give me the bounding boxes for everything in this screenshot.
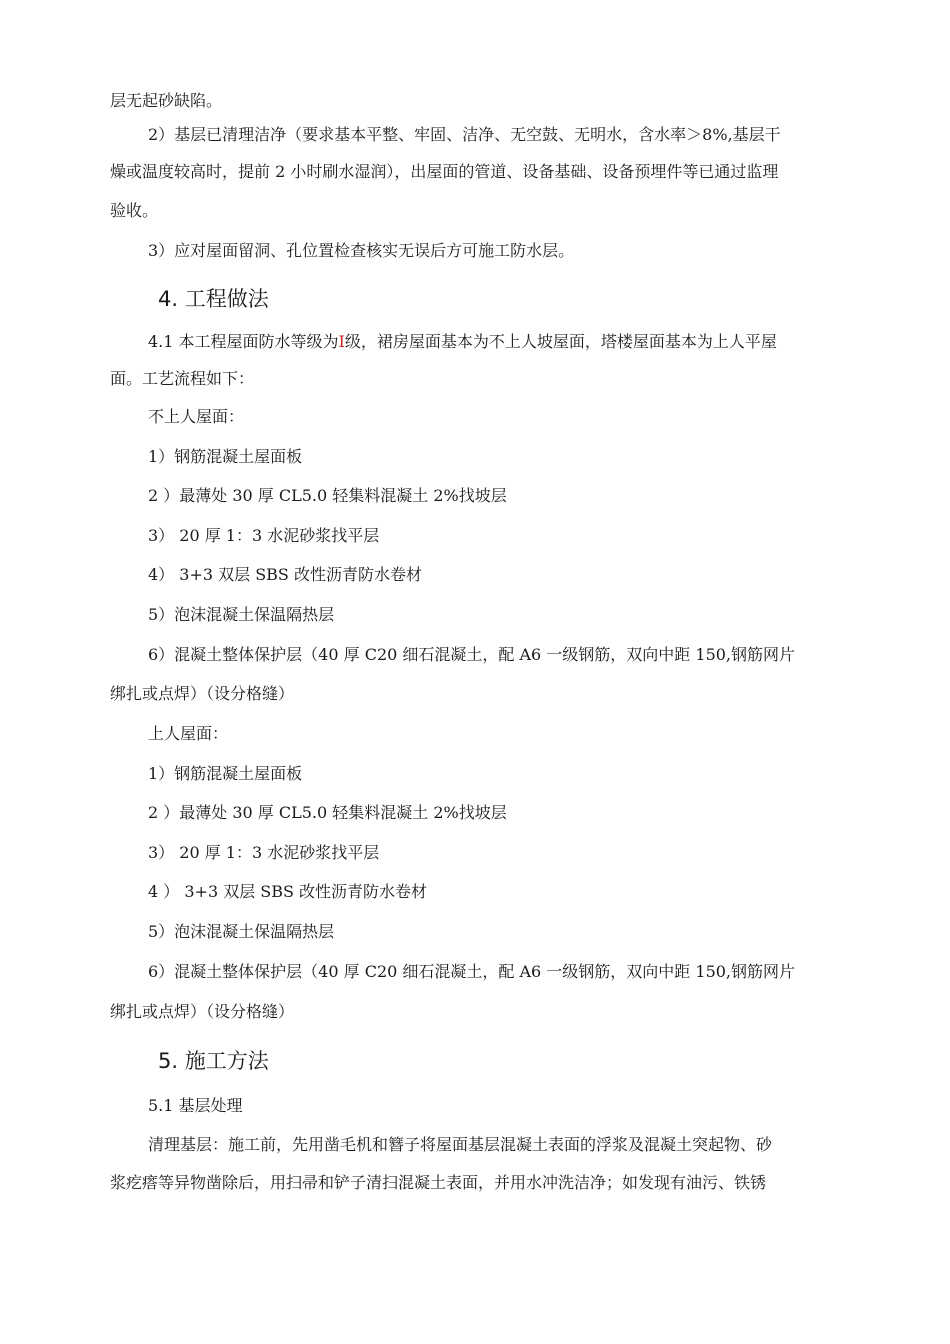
text-line: 2）基层已清理洁净（要求基本平整、牢固、洁净、无空鼓、无明水，含水率＞8%,基层干 (148, 125, 781, 144)
list-item: 2 ）最薄处 30 厚 CL5.0 轻集料混凝土 2%找坡层 (148, 803, 507, 822)
list-item: 2 ）最薄处 30 厚 CL5.0 轻集料混凝土 2%找坡层 (148, 486, 507, 505)
subsection-label: 不上人屋面： (148, 407, 245, 426)
text-line: 绑扎或点焊）（设分格缝） (110, 684, 295, 703)
text-segment: 级，裙房屋面基本为不上人坡屋面，塔楼屋面基本为上人平屋 (344, 332, 777, 351)
text-line: 燥或温度较高时，提前 2 小时刷水湿润），出屋面的管道、设备基础、设备预埋件等已通过监理 (110, 162, 779, 181)
list-item: 1）钢筋混凝土屋面板 (148, 447, 303, 466)
list-item: 6）混凝土整体保护层（40 厚 C20 细石混凝土，配 A6 一级钢筋，双向中距 150,钢筋网片 (148, 645, 796, 664)
list-item: 4 ） 3+3 双层 SBS 改性沥青防水卷材 (148, 882, 428, 901)
list-item: 1）钢筋混凝土屋面板 (148, 764, 303, 783)
text-line: 清理基层：施工前，先用凿毛机和簪子将屋面基层混凝土表面的浮浆及混凝土突起物、砂 (148, 1135, 773, 1154)
text-line: 3）应对屋面留洞、孔位置检查核实无误后方可施工防水层。 (148, 241, 575, 260)
list-item: 3） 20 厚 1：3 水泥砂浆找平层 (148, 843, 380, 862)
text-segment: 4.1 本工程屋面防水等级为 (148, 332, 339, 351)
text-line: 面。工艺流程如下： (110, 369, 255, 388)
list-item: 5）泡沫混凝土保温隔热层 (148, 922, 335, 941)
text-line: 绑扎或点焊）（设分格缝） (110, 1002, 295, 1021)
text-line: 浆疙瘩等异物凿除后，用扫帚和铲子清扫混凝土表面，并用水冲洗洁净；如发现有油污、铁锈 (110, 1173, 767, 1192)
list-item: 3） 20 厚 1：3 水泥砂浆找平层 (148, 526, 380, 545)
list-item: 6）混凝土整体保护层（40 厚 C20 细石混凝土，配 A6 一级钢筋，双向中距 150,钢筋网片 (148, 962, 796, 981)
list-item: 4） 3+3 双层 SBS 改性沥青防水卷材 (148, 565, 422, 584)
subsection-title: 5.1 基层处理 (148, 1096, 243, 1115)
grade-mark: I (338, 332, 345, 351)
text-line: 验收。 (110, 201, 159, 220)
text-line: 层无起砂缺陷。 (110, 91, 223, 110)
section-heading-5: 5. 施工方法 (158, 1049, 269, 1073)
text-line (148, 331, 870, 353)
section-heading-4: 4. 工程做法 (158, 287, 269, 311)
list-item: 5）泡沫混凝土保温隔热层 (148, 605, 335, 624)
subsection-label: 上人屋面： (148, 724, 229, 743)
